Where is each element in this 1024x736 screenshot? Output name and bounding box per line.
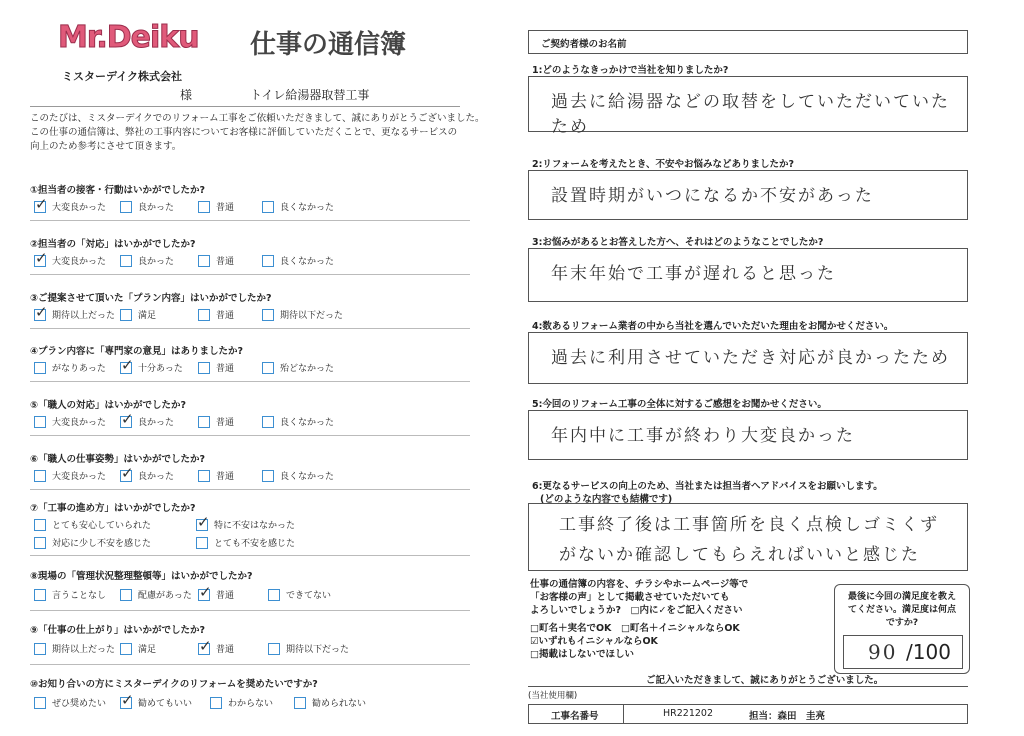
option-label: 良かった [138, 472, 175, 482]
consent-line: よろしいでしょうか? □内に✓をご記入ください [530, 605, 743, 616]
option-label: 良くなかった [280, 472, 335, 482]
q8-option[interactable] [120, 588, 192, 601]
answer-option[interactable] [262, 469, 334, 482]
checkbox[interactable] [34, 201, 46, 213]
option-label: 普通 [216, 311, 235, 321]
divider [30, 435, 470, 436]
answer-option[interactable] [262, 200, 334, 213]
option-label: 勧めてもいい [138, 699, 193, 709]
checkbox[interactable] [120, 201, 132, 213]
intro-text [30, 112, 485, 154]
divider [30, 489, 470, 490]
q8-option[interactable] [198, 588, 234, 601]
option-label: 良かった [138, 418, 175, 428]
question-title: ③ご提案させて頂いた「プラン内容」はいかがでしたか? [30, 293, 272, 304]
question-title: 1:どのようなきっかけで当社を知りましたか? [532, 65, 729, 76]
checkbox[interactable] [34, 697, 46, 709]
divider [30, 555, 470, 556]
question-title: ⑥「職人の仕事姿勢」はいかがでしたか? [30, 454, 206, 465]
option-label: 普通 [216, 364, 235, 374]
question-title: ④プラン内容に「専門家の意見」はありましたか? [30, 346, 244, 357]
checkbox[interactable] [198, 201, 210, 213]
option-label: 特に不安はなかった [214, 521, 296, 531]
answer-option[interactable] [34, 415, 106, 428]
customer-label: ご契約者様のお名前 [541, 39, 627, 50]
divider [30, 610, 470, 611]
answer-option[interactable] [198, 361, 234, 374]
q8-option[interactable] [268, 588, 331, 601]
q9-title: ⑨「仕事の仕上がり」はいかがでしたか? [30, 625, 206, 636]
q7-option[interactable] [34, 536, 151, 549]
option-label: 満足 [138, 645, 157, 655]
checkbox[interactable] [198, 470, 210, 482]
project-name: トイレ給湯器取替工事 [250, 88, 370, 102]
checkbox[interactable] [262, 255, 274, 267]
checkbox[interactable] [34, 255, 46, 267]
question-title: ⑤「職人の対応」はいかがでしたか? [30, 400, 187, 411]
internal-table [528, 704, 968, 724]
score-max: /100 [906, 640, 951, 664]
handwritten-answer: 設置時期がいつになるか不安があった [551, 186, 874, 206]
answer-box[interactable] [528, 76, 968, 137]
divider [30, 220, 470, 221]
option-label: 十分あった [138, 364, 183, 374]
brand-logo: Mr.Deiku [58, 20, 199, 55]
page-title: 仕事の通信簿 [250, 30, 407, 60]
score-field[interactable] [843, 635, 963, 669]
option-label: 大変良かった [52, 472, 107, 482]
question-title: 5:今回のリフォーム工事の全体に対するご感想をお聞かせください。 [532, 399, 827, 410]
option-label: 大変良かった [52, 203, 107, 213]
checkbox[interactable] [198, 643, 210, 655]
consent-line: 「お客様の声」として掲載させていただいても [530, 592, 730, 603]
worknum-value: HR221202 [663, 708, 714, 719]
checkbox[interactable] [120, 362, 132, 374]
q6-title: 6:更なるサービスの向上のため、当社または担当者へアドバイスをお願いします。 [532, 481, 883, 492]
option-label: 大変良かった [52, 257, 107, 267]
score-value: 90 [868, 640, 898, 664]
honorific: 様 [180, 88, 193, 102]
answer-option[interactable] [120, 361, 183, 374]
option-label: 普通 [216, 472, 235, 482]
checkbox[interactable] [34, 589, 46, 601]
option-label: ぜひ奨めたい [52, 699, 107, 709]
answer-option[interactable] [198, 200, 234, 213]
checkbox[interactable] [294, 697, 306, 709]
intro-line: 向上のため参考にさせて頂きます。 [30, 141, 182, 152]
option-label: 満足 [138, 311, 157, 321]
checkbox[interactable] [198, 589, 210, 601]
checkbox[interactable] [198, 416, 210, 428]
worknum-label: 工事名番号 [551, 711, 599, 722]
intro-line: このたびは、ミスターデイクでのリフォーム工事をご依頼いただきまして、誠にありがとうございました。 [30, 113, 485, 124]
option-label: 大変良かった [52, 418, 107, 428]
customer-name-box [528, 30, 968, 54]
q6-answer-box[interactable] [528, 503, 968, 571]
checkbox[interactable] [34, 416, 46, 428]
handwritten-answer: 過去に給湯器などの取替をしていただいていたため [551, 92, 950, 137]
answer-option[interactable] [262, 254, 334, 267]
checkbox[interactable] [34, 537, 46, 549]
q9-option[interactable] [34, 642, 115, 655]
consent-text [530, 578, 748, 617]
answer-option[interactable] [120, 415, 174, 428]
q8-title: ⑧現場の「管理状況整理整頓等」はいかがでしたか? [30, 571, 253, 582]
checkbox[interactable] [198, 362, 210, 374]
question-title: 3:お悩みがあるとお答えした方へ、それはどのようなことでしたか? [532, 237, 824, 248]
checkbox[interactable] [262, 201, 274, 213]
checkbox[interactable] [196, 519, 208, 531]
customer-row [30, 84, 460, 107]
checkbox[interactable] [34, 519, 46, 531]
option-label: 殆どなかった [280, 364, 335, 374]
answer-box[interactable] [528, 248, 968, 302]
answer-option[interactable] [262, 308, 343, 321]
option-label: とても不安を感じた [214, 539, 296, 549]
q10-title: ⑩お知り合いの方にミスターデイクのリフォームを奨めたいですか? [30, 679, 318, 690]
q6-answer-line: 工事終了後は工事箇所を良く点検しゴミくず [559, 515, 939, 535]
option-label: 良かった [138, 257, 175, 267]
option-label: 普通 [216, 203, 235, 213]
answer-option[interactable] [120, 308, 156, 321]
consent-option[interactable]: ☑いずれもイニシャルならOK [530, 636, 658, 647]
option-label: 良くなかった [280, 257, 335, 267]
divider [30, 274, 470, 275]
intro-line: この仕事の通信簿は、弊社の工事内容についてお客様に評価していただくことで、更なるサービスの [30, 127, 458, 138]
checkbox[interactable] [120, 697, 132, 709]
thanks-text: ご記入いただきまして、誠にありがとうございました。 [646, 675, 884, 686]
option-label: 勧められない [312, 699, 367, 709]
q10-option[interactable] [34, 696, 106, 709]
option-label: 良かった [138, 203, 175, 213]
option-label: わからない [228, 699, 274, 709]
answer-option[interactable] [198, 469, 234, 482]
question-title: 2:リフォームを考えたとき、不安やお悩みなどありましたか? [532, 159, 795, 170]
consent-options[interactable] [530, 622, 830, 661]
divider [30, 328, 470, 329]
consent-line: 仕事の通信簿の内容を、チラシやホームページ等で [530, 579, 749, 590]
answer-option[interactable] [34, 469, 106, 482]
answer-option[interactable] [198, 415, 234, 428]
q9-option[interactable] [198, 642, 234, 655]
checkbox[interactable] [34, 309, 46, 321]
answer-option[interactable] [198, 254, 234, 267]
company-name: ミスターデイク株式会社 [62, 70, 183, 83]
question-title: ②担当者の「対応」はいかがでしたか? [30, 239, 196, 250]
checkbox[interactable] [262, 309, 274, 321]
checkbox[interactable] [120, 643, 132, 655]
staff-label: 担当：森田 圭亮 [749, 711, 826, 722]
option-label: 対応に少し不安を感じた [52, 539, 152, 549]
option-label: 配慮があった [138, 591, 192, 601]
score-prompt: 最後に今回の満足度を教えてください。満足度は何点ですか? [847, 592, 956, 628]
checkbox[interactable] [120, 470, 132, 482]
option-label: できてない [286, 591, 332, 601]
checkbox[interactable] [262, 362, 274, 374]
consent-option[interactable]: □掲載はしないでほしい [530, 649, 634, 660]
consent-option[interactable]: □町名＋イニシャルならOK [620, 623, 740, 634]
divider [30, 381, 470, 382]
q7-title: ⑦「工事の進め方」はいかがでしたか? [30, 503, 196, 514]
answer-option[interactable] [34, 200, 106, 213]
option-label: 普通 [216, 257, 235, 267]
option-label: 期待以上だった [52, 645, 116, 655]
answer-option[interactable] [34, 308, 115, 321]
answer-option[interactable] [262, 415, 334, 428]
internal-use: (当社使用欄) [528, 691, 578, 701]
q7-option[interactable] [196, 518, 295, 531]
cell-divider [623, 705, 624, 723]
answer-option[interactable] [262, 361, 334, 374]
q9-option[interactable] [120, 642, 156, 655]
option-label: 期待以上だった [52, 311, 116, 321]
answer-box[interactable] [528, 410, 968, 460]
option-label: 言うことなし [52, 591, 107, 601]
checkbox[interactable] [196, 537, 208, 549]
question-title: 4:数あるリフォーム業者の中から当社を選んでいただいた理由をお聞かせください。 [532, 321, 894, 332]
checkbox[interactable] [198, 255, 210, 267]
option-label: とても安心していられた [52, 521, 152, 531]
checkbox[interactable] [262, 416, 274, 428]
handwritten-answer: 年末年始で工事が遅れると思った [551, 264, 836, 284]
option-label: がなりあった [52, 364, 106, 374]
answer-box[interactable] [528, 332, 968, 384]
q7-option[interactable] [196, 536, 295, 549]
option-label: 期待以下だった [286, 645, 350, 655]
answer-option[interactable] [198, 308, 234, 321]
option-label: 普通 [216, 645, 235, 655]
divider [528, 686, 968, 687]
checkbox[interactable] [198, 309, 210, 321]
checkbox[interactable] [120, 309, 132, 321]
checkbox[interactable] [34, 362, 46, 374]
question-title: ①担当者の接客・行動はいかがでしたか? [30, 185, 206, 196]
checkbox[interactable] [120, 416, 132, 428]
answer-option[interactable] [120, 254, 174, 267]
option-label: 期待以下だった [280, 311, 344, 321]
q8-option[interactable] [34, 588, 106, 601]
answer-option[interactable] [34, 254, 106, 267]
checkbox[interactable] [34, 470, 46, 482]
q9-option[interactable] [268, 642, 349, 655]
answer-box[interactable] [528, 170, 968, 220]
answer-option[interactable] [120, 469, 174, 482]
q6-answer-line: がないか確認してもらえればいいと感じた [559, 545, 920, 565]
checkbox[interactable] [268, 589, 280, 601]
q7-option[interactable] [34, 518, 151, 531]
checkbox[interactable] [120, 255, 132, 267]
score-box [834, 584, 970, 674]
option-label: 良くなかった [280, 203, 335, 213]
q10-option[interactable] [294, 696, 366, 709]
answer-option[interactable] [34, 361, 106, 374]
answer-option[interactable] [120, 200, 174, 213]
option-label: 普通 [216, 418, 235, 428]
option-label: 普通 [216, 591, 235, 601]
checkbox[interactable] [262, 470, 274, 482]
q10-option[interactable] [120, 696, 192, 709]
checkbox[interactable] [210, 697, 222, 709]
q10-option[interactable] [210, 696, 273, 709]
option-label: 良くなかった [280, 418, 335, 428]
handwritten-answer: 年内中に工事が終わり大変良かった [551, 426, 855, 446]
consent-option[interactable]: □町名＋実名でOK [530, 623, 612, 634]
q6-subtitle: (どのような内容でも結構です) [540, 494, 673, 505]
checkbox[interactable] [120, 589, 132, 601]
handwritten-answer: 過去に利用させていただき対応が良かったため [551, 348, 950, 368]
divider [30, 664, 470, 665]
checkbox[interactable] [34, 643, 46, 655]
checkbox[interactable] [268, 643, 280, 655]
